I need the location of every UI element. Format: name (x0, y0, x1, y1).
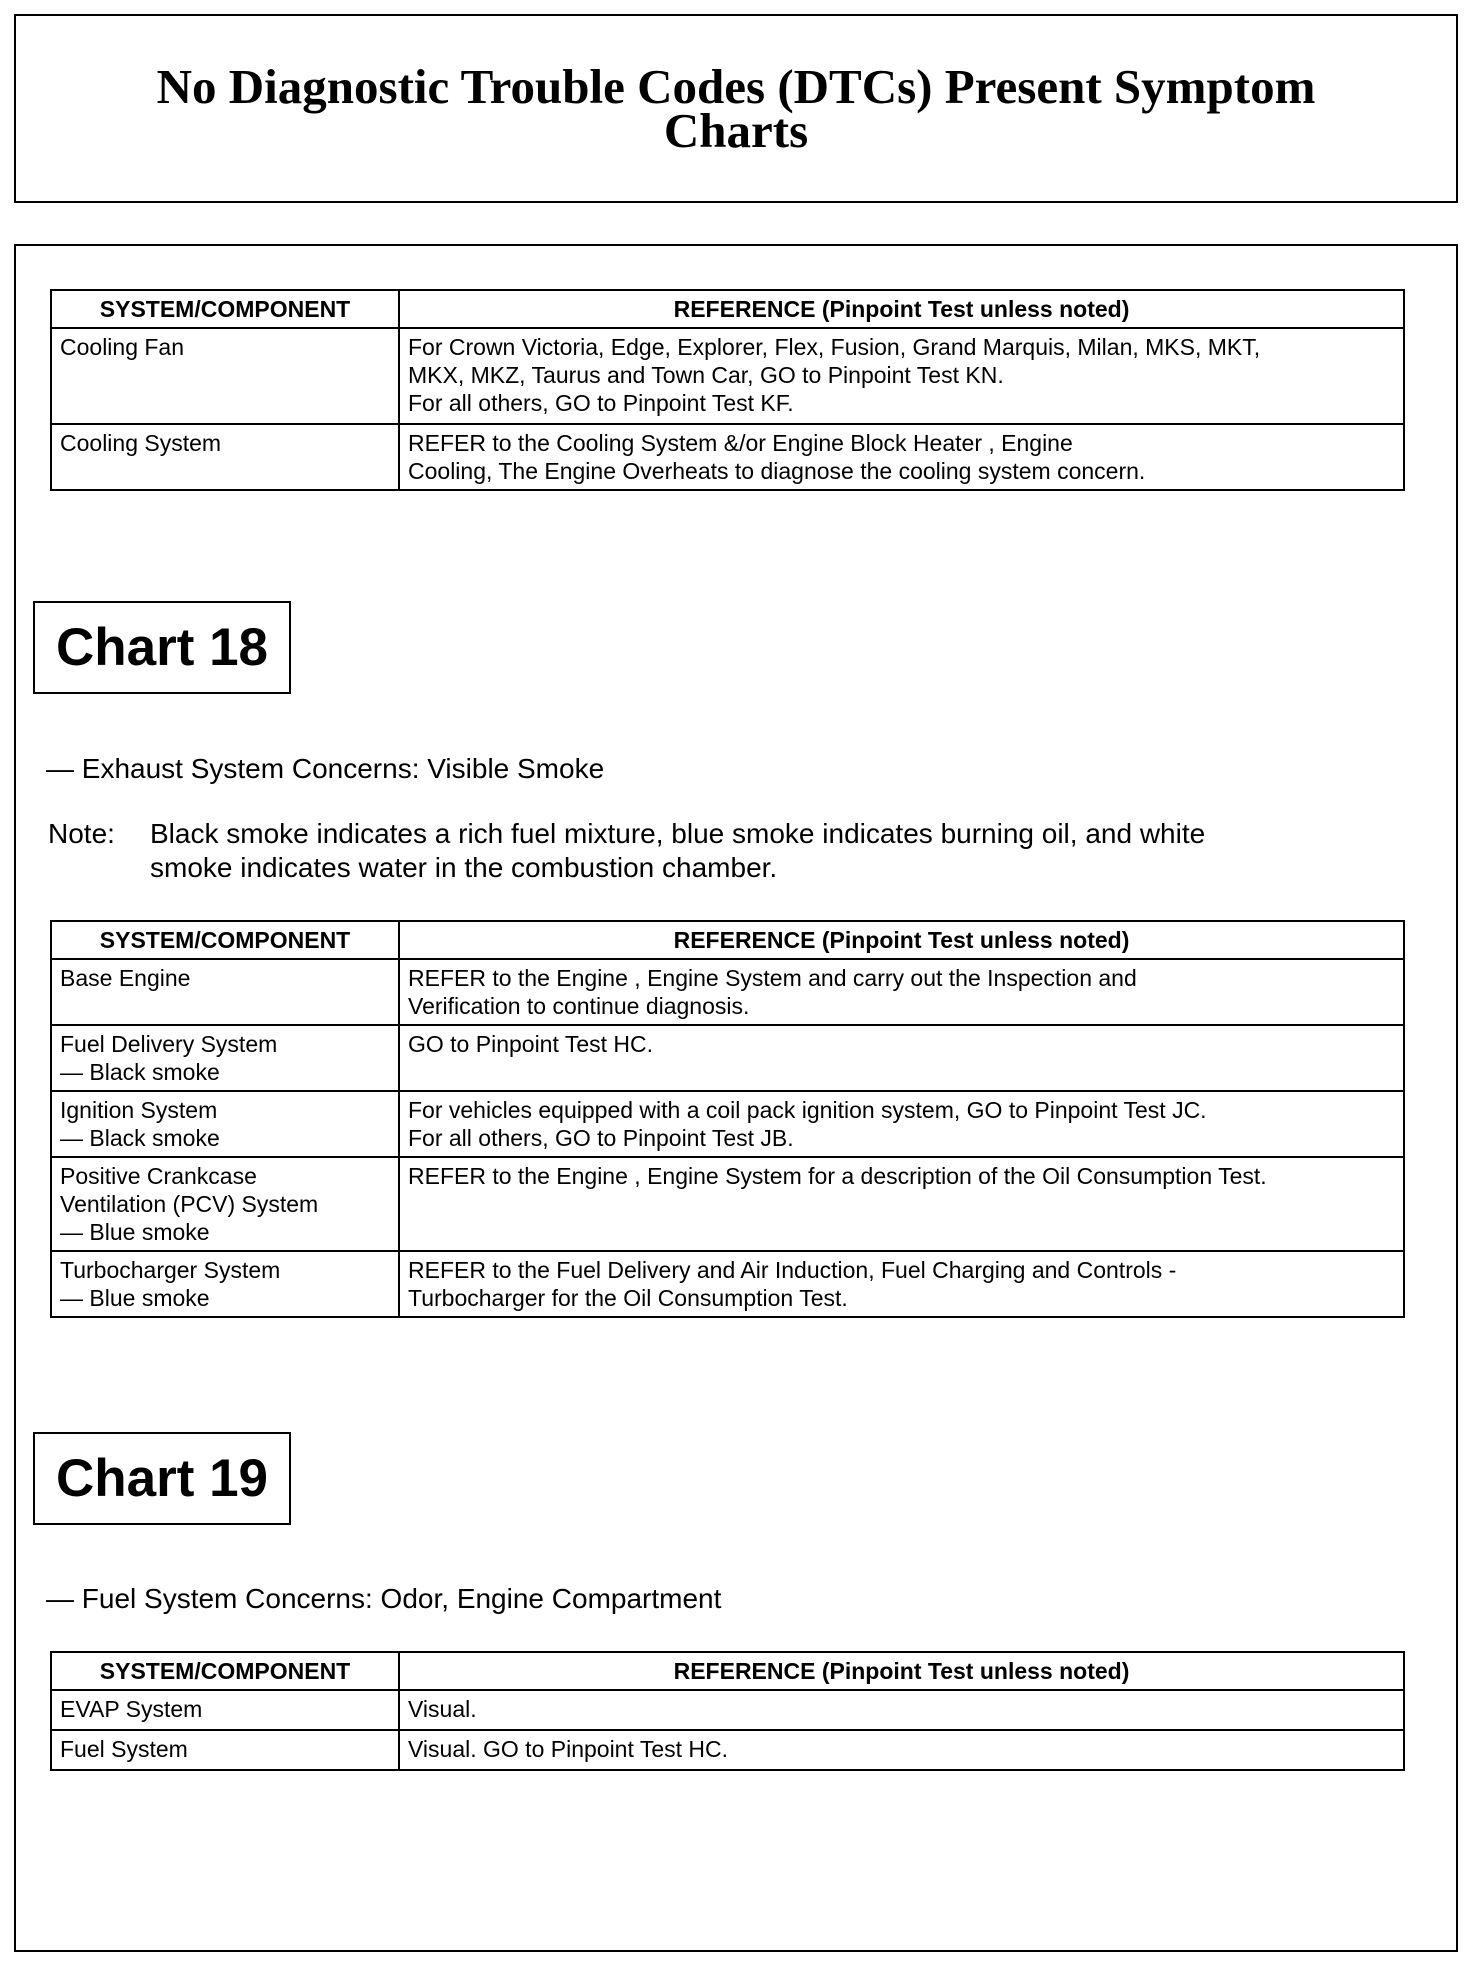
system-text: Positive Crankcase (60, 1163, 257, 1189)
reference-text: REFER to the Fuel Delivery and Air Induction, Fuel Charging and Controls - (408, 1257, 1177, 1283)
chart-19-label: Chart 19 (33, 1432, 291, 1525)
reference-text: For all others, GO to Pinpoint Test JB. (408, 1125, 794, 1151)
reference-text: Visual. GO to Pinpoint Test HC. (408, 1736, 729, 1762)
reference-text: For vehicles equipped with a coil pack ignition system, GO to Pinpoint Test JC. (408, 1097, 1207, 1123)
system-text: Ignition System (60, 1097, 218, 1123)
system-text: — Black smoke (60, 1059, 220, 1085)
reference-text: MKX, MKZ, Taurus and Town Car, GO to Pinpoint Test KN. (408, 362, 1004, 388)
system-cell (51, 424, 399, 490)
system-text: Fuel System (60, 1736, 188, 1762)
system-column-header: SYSTEM/COMPONENT (51, 921, 399, 959)
reference-column-header: REFERENCE (Pinpoint Test unless noted) (399, 290, 1404, 328)
system-text: Fuel Delivery System (60, 1031, 278, 1057)
cooling-reference-table (50, 289, 1405, 491)
system-cell (51, 1730, 399, 1770)
reference-cell (399, 1251, 1404, 1317)
system-text: Cooling Fan (60, 334, 185, 360)
table-row (51, 1091, 1404, 1157)
table-row (51, 959, 1404, 1025)
system-text: — Blue smoke (60, 1285, 210, 1311)
table-row (51, 1730, 1404, 1770)
system-cell (51, 1690, 399, 1730)
chart-18-label: Chart 18 (33, 601, 291, 694)
reference-text: REFER to the Cooling System &/or Engine Block Heater , Engine (408, 430, 1073, 456)
table-header-row (51, 921, 1404, 959)
table-row (51, 1690, 1404, 1730)
table-row (51, 328, 1404, 424)
reference-cell (399, 1690, 1404, 1730)
table-row (51, 1025, 1404, 1091)
reference-text: REFER to the Engine , Engine System for a description of the Oil Consumption Test. (408, 1163, 1267, 1189)
system-cell (51, 1025, 399, 1091)
table-header-row (51, 290, 1404, 328)
exhaust-reference-table (50, 920, 1405, 1318)
note-label: Note: (48, 818, 115, 849)
table-row (51, 424, 1404, 490)
reference-text: For Crown Victoria, Edge, Explorer, Flex, Fusion, Grand Marquis, Milan, MKS, MKT, (408, 334, 1261, 360)
page-title-box (14, 14, 1458, 203)
system-cell (51, 1157, 399, 1251)
system-cell (51, 1251, 399, 1317)
reference-cell (399, 1157, 1404, 1251)
reference-text: For all others, GO to Pinpoint Test KF. (408, 390, 794, 416)
reference-text: Verification to continue diagnosis. (408, 993, 750, 1019)
system-text: — Blue smoke (60, 1219, 210, 1245)
reference-cell (399, 1025, 1404, 1091)
chart-18-note (48, 817, 1408, 887)
system-cell (51, 328, 399, 424)
reference-text: REFER to the Engine , Engine System and carry out the Inspection and (408, 965, 1137, 991)
note-text: Black smoke indicates a rich fuel mixture, blue smoke indicates burning oil, and white (150, 818, 1206, 849)
note-body (150, 817, 1390, 885)
chart-18-subhead: — Exhaust System Concerns: Visible Smoke (46, 753, 605, 784)
reference-cell (399, 959, 1404, 1025)
system-text: Cooling System (60, 430, 222, 456)
table-header-row (51, 1652, 1404, 1690)
page-title-line-1: No Diagnostic Trouble Codes (DTCs) Present Symptom (156, 58, 1316, 114)
system-column-header: SYSTEM/COMPONENT (51, 1652, 399, 1690)
reference-text: Visual. (408, 1696, 477, 1722)
system-column-header: SYSTEM/COMPONENT (51, 290, 399, 328)
table-row (51, 1157, 1404, 1251)
system-text: — Black smoke (60, 1125, 220, 1151)
reference-text: GO to Pinpoint Test HC. (408, 1031, 654, 1057)
reference-column-header: REFERENCE (Pinpoint Test unless noted) (399, 921, 1404, 959)
reference-column-header: REFERENCE (Pinpoint Test unless noted) (399, 1652, 1404, 1690)
reference-cell (399, 1091, 1404, 1157)
reference-cell (399, 328, 1404, 424)
fuel-reference-table (50, 1651, 1405, 1771)
system-cell (51, 959, 399, 1025)
system-text: Base Engine (60, 965, 191, 991)
system-text: Turbocharger System (60, 1257, 281, 1283)
system-cell (51, 1091, 399, 1157)
reference-text: Turbocharger for the Oil Consumption Test. (408, 1285, 848, 1311)
system-text: EVAP System (60, 1696, 203, 1722)
system-text: Ventilation (PCV) System (60, 1191, 319, 1217)
note-text: smoke indicates water in the combustion chamber. (150, 852, 778, 883)
chart-19-subhead: — Fuel System Concerns: Odor, Engine Compartment (46, 1583, 722, 1614)
page-title-line-2: Charts (663, 102, 809, 158)
table-row (51, 1251, 1404, 1317)
reference-cell (399, 1730, 1404, 1770)
reference-text: Cooling, The Engine Overheats to diagnose the cooling system concern. (408, 458, 1146, 484)
reference-cell (399, 424, 1404, 490)
